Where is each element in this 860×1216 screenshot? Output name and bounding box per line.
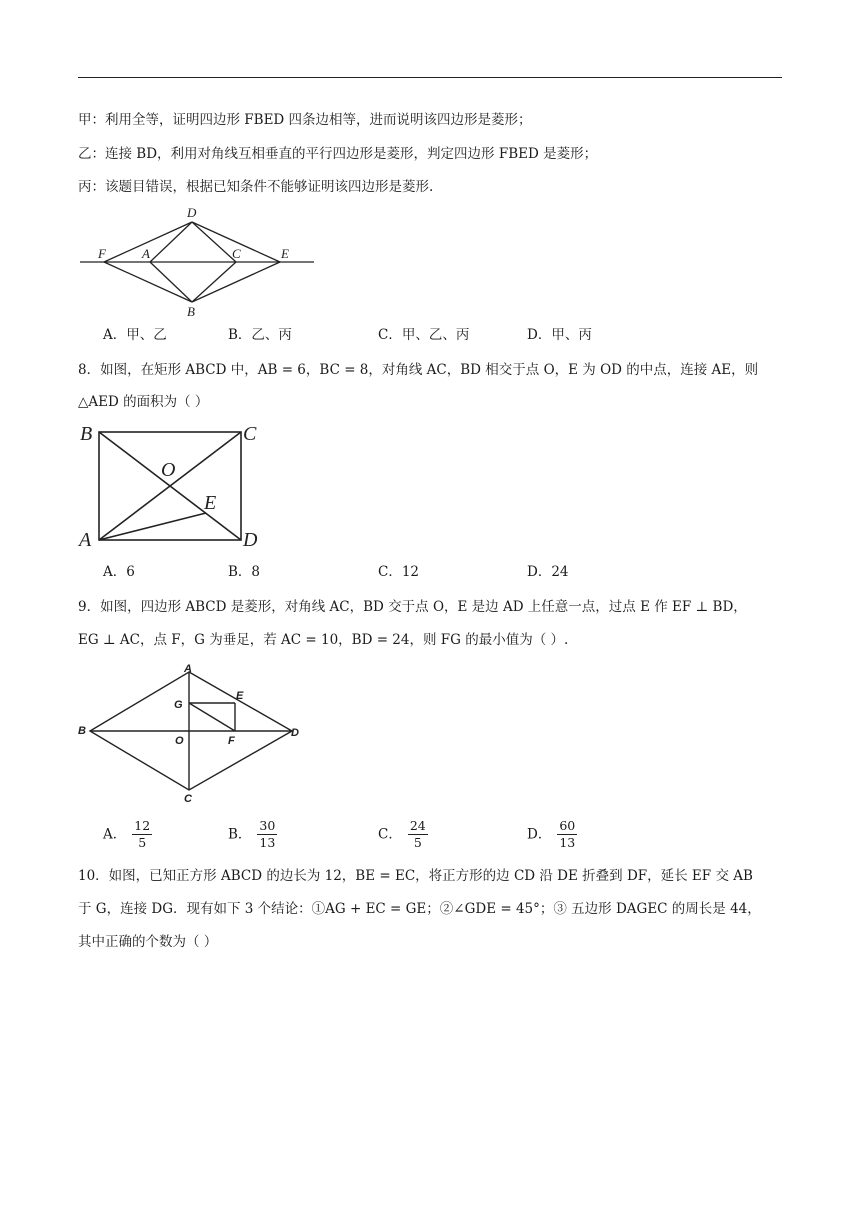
q9-option-a-denominator: 5 <box>138 835 147 850</box>
q9-label-g: G <box>174 699 183 711</box>
q8-stem-line1: 8．如图，在矩形 ABCD 中，AB = 6，BC = 8，对角线 AC，BD 相交于点 O，E 为 OD 的中点，连接 AE，则 <box>78 362 759 378</box>
q9-label-o: O <box>175 735 184 747</box>
q9-label-c: C <box>184 793 192 805</box>
q8-stem-line2: △AED 的面积为（ ） <box>78 394 209 410</box>
q10-stem-line1: 10．如图，已知正方形 ABCD 的边长为 12，BE = EC，将正方形的边 CD 沿 DE 折叠到 DF，延长 EF 交 AB <box>78 868 753 884</box>
q8-figure <box>76 418 276 553</box>
q9-label-e: E <box>236 690 244 702</box>
q7-label-e: E <box>281 246 289 261</box>
q8-label-b: B <box>80 423 93 445</box>
q7-label-d: D <box>187 205 197 220</box>
q7-label-b: B <box>187 304 195 319</box>
q9-option-a-numerator: 12 <box>134 818 151 833</box>
q7-option-c[interactable]: C．甲、乙、丙 <box>378 327 470 343</box>
q9-option-a[interactable] <box>103 818 152 851</box>
q9-label-a: A <box>184 663 192 675</box>
q8-label-a: A <box>79 529 92 551</box>
q8-option-b[interactable]: B．8 <box>228 564 261 580</box>
q9-option-b[interactable] <box>228 818 277 851</box>
q7-option-d[interactable]: D．甲、丙 <box>527 327 592 343</box>
q7-figure <box>76 200 326 322</box>
q8-option-d[interactable]: D．24 <box>527 564 569 580</box>
q9-option-d[interactable] <box>527 818 577 851</box>
q9-stem-line1: 9．如图，四边形 ABCD 是菱形，对角线 AC，BD 交于点 O，E 是边 AD 上任意一点，过点 E 作 EF ⊥ BD， <box>78 599 747 615</box>
q9-option-a-letter: A． <box>103 826 127 843</box>
q9-option-c-numerator: 24 <box>409 818 426 833</box>
q9-option-b-letter: B． <box>228 826 252 843</box>
q9-option-d-denominator: 13 <box>559 835 576 850</box>
q8-label-e: E <box>204 492 217 514</box>
q9-option-b-numerator: 30 <box>259 818 276 833</box>
q9-label-f: F <box>228 735 235 747</box>
q8-label-o: O <box>161 459 176 481</box>
q9-option-c-letter: C． <box>378 826 402 843</box>
q7-label-f: F <box>98 246 106 261</box>
q9-option-b-denominator: 13 <box>259 835 276 850</box>
q8-option-c[interactable]: C．12 <box>378 564 420 580</box>
q10-stem-line3: 其中正确的个数为（ ） <box>78 934 218 950</box>
q9-label-d: D <box>291 727 299 739</box>
q8-label-d: D <box>243 529 258 551</box>
q10-stem-line2: 于 G，连接 DG．现有如下 3 个结论：①AG + EC = GE；②∠GDE = 45°；③ 五边形 DAGEC 的周长是 44， <box>78 901 761 917</box>
q8-option-a[interactable]: A．6 <box>103 564 135 580</box>
q7-label-c: C <box>232 246 241 261</box>
q9-option-a-fraction <box>132 818 152 851</box>
q9-option-d-fraction <box>557 818 577 851</box>
q9-label-b: B <box>78 725 86 737</box>
q7-label-a: A <box>142 246 150 261</box>
q9-option-c-fraction <box>408 818 428 851</box>
q7-option-b[interactable]: B．乙、丙 <box>228 327 292 343</box>
q7-statement-jia: 甲：利用全等，证明四边形 FBED 四条边相等，进而说明该四边形是菱形； <box>78 112 532 128</box>
q9-option-b-fraction <box>257 818 277 851</box>
q7-statement-bing: 丙：该题目错误，根据已知条件不能够证明该四边形是菱形. <box>78 179 434 195</box>
q8-label-c: C <box>243 423 257 445</box>
q9-option-c-denominator: 5 <box>413 835 422 850</box>
header-rule <box>78 77 782 78</box>
q9-stem-line2: EG ⊥ AC，点 F，G 为垂足，若 AC = 10，BD = 24，则 FG 的最小值为（ ）. <box>78 632 569 648</box>
q7-option-a[interactable]: A．甲、乙 <box>103 327 167 343</box>
q9-option-d-numerator: 60 <box>559 818 576 833</box>
q9-option-c[interactable] <box>378 818 428 851</box>
q7-statement-yi: 乙：连接 BD，利用对角线互相垂直的平行四边形是菱形，判定四边形 FBED 是菱形； <box>78 146 598 162</box>
q9-figure <box>76 660 311 808</box>
q9-option-d-letter: D． <box>527 826 552 843</box>
